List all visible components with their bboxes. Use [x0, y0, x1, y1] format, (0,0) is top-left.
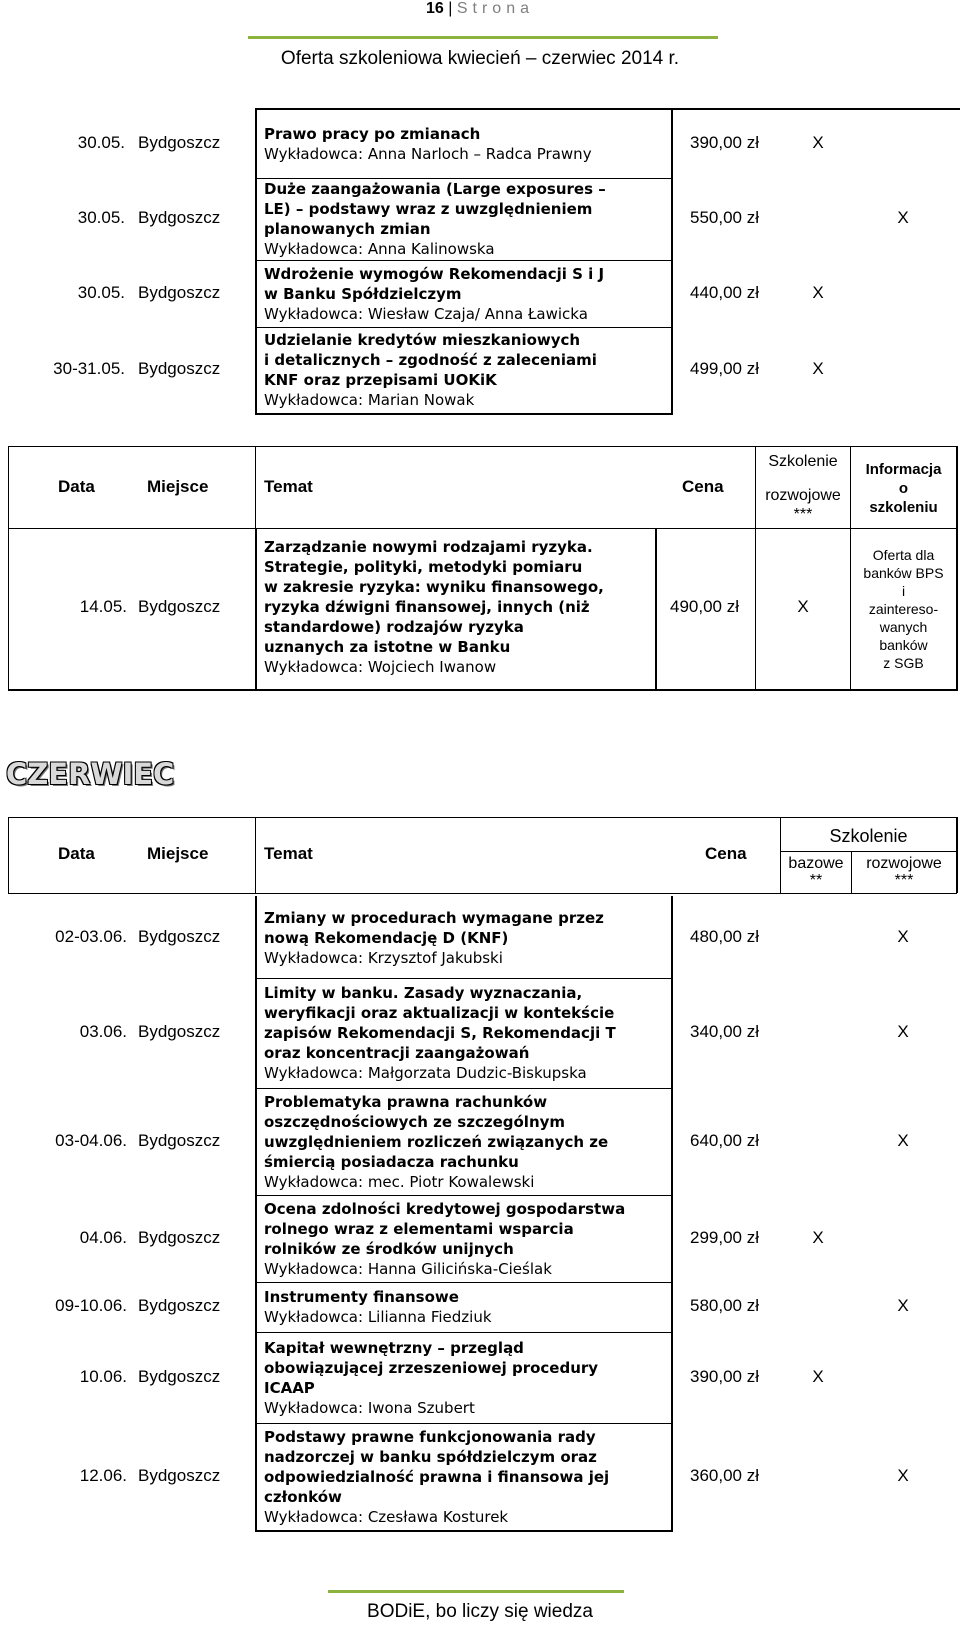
- topic-cell: [264, 1092, 669, 1192]
- x-mark: X: [797, 597, 809, 616]
- city-cell: Bydgoszcz: [138, 1227, 221, 1247]
- lecturer-line: Wykładowca: Iwona Szubert: [264, 1398, 475, 1417]
- price-cell: 640,00 zł: [690, 1130, 759, 1150]
- topic-line: w zakresie ryzyka: wyniku finansowego,: [264, 578, 604, 596]
- topic-cell: [264, 537, 654, 677]
- price-cell: 440,00 zł: [690, 282, 759, 302]
- header-bottom-rule: [8, 528, 957, 529]
- topic-line: standardowe) rodzajów ryzyka: [264, 618, 524, 636]
- topic-line: Udzielanie kredytów mieszkaniowych: [264, 331, 581, 349]
- topic-line: ryzyka dźwigni finansowej, innych (niż: [264, 598, 590, 616]
- date-cell: 03.06.: [79, 1022, 127, 1041]
- x-mark: X: [897, 927, 909, 946]
- header-accent-line: [248, 36, 718, 39]
- topic-line: Problematyka prawna rachunków: [264, 1092, 548, 1111]
- info-line: banków BPS: [863, 565, 944, 581]
- price-cell: 390,00 zł: [690, 133, 759, 152]
- date-cell: 14.05.: [79, 597, 127, 616]
- table-bottom-rule: [8, 689, 957, 691]
- header-date: Data: [58, 477, 95, 496]
- topic-line: Kapitał wewnętrzny – przegląd: [264, 1338, 524, 1357]
- header-bottom-rule: [8, 893, 957, 894]
- topic-line: obowiązującej zrzeszeniowej procedury: [264, 1358, 599, 1377]
- header-dev-stars: ***: [894, 872, 914, 889]
- training-sub-rule: [780, 851, 956, 852]
- topic-right-rule: [655, 528, 657, 689]
- city-cell: Bydgoszcz: [138, 1130, 221, 1150]
- lecturer-line: Wykładowca: mec. Piotr Kowalewski: [264, 1172, 535, 1191]
- row-divider: [255, 1332, 673, 1333]
- city-cell: Bydgoszcz: [138, 208, 221, 227]
- date-cell: 12.06.: [79, 1465, 127, 1485]
- price-cell: 360,00 zł: [690, 1465, 759, 1485]
- lecturer-line: Wykładowca: Czesława Kosturek: [264, 1507, 509, 1526]
- topic-line: ICAAP: [264, 1378, 315, 1397]
- x-mark: X: [897, 1296, 909, 1315]
- page-number-header: [0, 0, 960, 18]
- header-topic-left-rule: [255, 817, 256, 893]
- date-cell: 30.05.: [77, 133, 125, 152]
- city-cell: Bydgoszcz: [138, 1296, 221, 1315]
- lecturer-line: Wykładowca: Hanna Gilicińska-Cieślak: [264, 1259, 552, 1278]
- lecturer-line: Wykładowca: Anna Narloch – Radca Prawny: [264, 145, 592, 163]
- header-right-rule: [956, 817, 958, 893]
- topic-cell: [264, 1199, 669, 1279]
- page-separator: |: [448, 0, 453, 17]
- header-price: Cena: [705, 844, 747, 863]
- topic-cell: [264, 264, 669, 324]
- price-cell: 499,00 zł: [690, 359, 759, 378]
- row-divider: [255, 327, 673, 328]
- topic-line: weryfikacji oraz aktualizacji w kontekście: [264, 1004, 615, 1022]
- topic-cell: [264, 908, 669, 968]
- lecturer-line: Wykładowca: Wojciech Iwanow: [264, 658, 497, 676]
- price-cell: 299,00 zł: [690, 1227, 759, 1247]
- header-training-stars: ***: [793, 506, 813, 523]
- topic-line: nową Rekomendację D (KNF): [264, 929, 509, 947]
- info-line: wanych: [879, 619, 928, 635]
- topic-line: rolników ze środków unijnych: [264, 1239, 514, 1258]
- header-price: Cena: [682, 477, 724, 496]
- topic-line: uwzględnieniem rozliczeń związanych ze: [264, 1132, 609, 1151]
- topic-column-right-rule: [671, 108, 673, 415]
- topic-column-left-rule: [255, 108, 257, 415]
- price-cell: 390,00 zł: [690, 1366, 759, 1386]
- topic-bottom-rule: [255, 1530, 673, 1532]
- topic-line: KNF oraz przepisami UOKiK: [264, 371, 497, 389]
- header-topic: Temat: [264, 844, 313, 863]
- topic-line: oszczędnościowych ze szczególnym: [264, 1112, 566, 1131]
- price-cell: 480,00 zł: [690, 927, 759, 946]
- topic-right-rule: [671, 896, 673, 1532]
- topic-line: Ocena zdolności kredytowej gospodarstwa: [264, 1199, 626, 1218]
- topic-line: i detalicznych – zgodność z zaleceniami: [264, 351, 597, 369]
- x-mark: X: [812, 282, 824, 302]
- page-word: Strona: [456, 0, 534, 17]
- header-training-dev: rozwojowe: [765, 487, 841, 504]
- topic-cell: [264, 983, 669, 1083]
- header-topic: Temat: [264, 477, 313, 496]
- header-place: Miejsce: [147, 477, 209, 496]
- topic-line: Limity w banku. Zasady wyznaczania,: [264, 984, 583, 1002]
- topic-line: Zmiany w procedurach wymagane przez: [264, 909, 604, 927]
- section-title-june: CZERWIEC: [6, 757, 175, 791]
- topic-line: Instrumenty finansowe: [264, 1288, 459, 1306]
- topic-line: rolnego wraz z elementami wsparcia: [264, 1219, 574, 1238]
- date-cell: 03-04.06.: [55, 1130, 127, 1150]
- info-line: zaintereso-: [868, 601, 939, 617]
- topic-cell: [264, 1287, 669, 1327]
- info-line: Oferta dla: [872, 547, 935, 563]
- row-divider: [255, 1282, 673, 1283]
- x-mark: X: [812, 1227, 824, 1247]
- city-cell: Bydgoszcz: [138, 359, 221, 378]
- date-cell: 30.05.: [77, 282, 125, 302]
- city-cell: Bydgoszcz: [138, 1366, 221, 1386]
- topic-line: członków: [264, 1487, 342, 1506]
- topic-column-bottom-rule: [255, 413, 673, 415]
- row-divider: [255, 178, 673, 179]
- x-mark: X: [897, 1465, 909, 1485]
- topic-left-rule: [255, 528, 257, 689]
- header-topic-left-rule: [255, 446, 256, 528]
- lecturer-line: Wykładowca: Lilianna Fiedziuk: [264, 1308, 492, 1326]
- header-info: o: [898, 480, 909, 497]
- info-line: z SGB: [883, 655, 924, 671]
- footer-slogan: BODiE, bo liczy się wiedza: [367, 1601, 593, 1622]
- price-column-top-rule: [671, 108, 960, 110]
- training-left-rule: [755, 446, 756, 689]
- topic-line: Podstawy prawne funkcjonowania rady: [264, 1427, 596, 1446]
- row-divider: [255, 260, 673, 261]
- topic-line: nadzorczej w banku spółdzielczym oraz: [264, 1447, 597, 1466]
- header-training: Szkolenie: [768, 453, 838, 470]
- price-cell: 550,00 zł: [690, 208, 759, 227]
- topic-line: LE) – podstawy wraz z uwzględnieniem: [264, 200, 593, 218]
- city-cell: Bydgoszcz: [138, 927, 221, 946]
- x-mark: X: [812, 359, 824, 378]
- x-mark: X: [812, 133, 824, 152]
- header-date: Data: [58, 844, 95, 863]
- city-cell: Bydgoszcz: [138, 597, 221, 616]
- topic-line: zapisów Rekomendacji S, Rekomendacji T: [264, 1024, 616, 1042]
- info-line: banków: [879, 637, 928, 653]
- price-cell: 490,00 zł: [670, 597, 739, 616]
- city-cell: Bydgoszcz: [138, 133, 221, 152]
- header-basic: bazowe: [788, 855, 844, 872]
- lecturer-line: Wykładowca: Krzysztof Jakubski: [264, 949, 503, 967]
- lecturer-line: Wykładowca: Anna Kalinowska: [264, 240, 495, 258]
- topic-line: Prawo pracy po zmianach: [264, 125, 481, 143]
- topic-line: odpowiedzialność prawna i finansowa jej: [264, 1467, 610, 1486]
- price-cell: 580,00 zł: [690, 1296, 759, 1315]
- table-left-rule: [8, 446, 9, 689]
- x-mark: X: [897, 1022, 909, 1041]
- page-number: 16: [426, 0, 444, 17]
- header-place: Miejsce: [147, 844, 209, 863]
- date-cell: 30-31.05.: [53, 359, 125, 378]
- topic-cell: [264, 124, 669, 164]
- topic-line: Wdrożenie wymogów Rekomendacji S i J: [264, 264, 605, 283]
- header-training: Szkolenie: [829, 826, 908, 846]
- topic-line: planowanych zmian: [264, 220, 431, 238]
- footer-accent-line: [328, 1590, 624, 1593]
- topic-column-top-rule: [255, 108, 673, 110]
- document-title: Oferta szkoleniowa kwiecień – czerwiec 2014 r.: [280, 48, 680, 69]
- topic-line: oraz koncentracji zaangażowań: [264, 1044, 530, 1062]
- info-cell: [851, 546, 956, 672]
- row-divider: [255, 1423, 673, 1424]
- table-top-rule: [8, 817, 957, 818]
- topic-line: uznanych za istotne w Banku: [264, 638, 511, 656]
- date-cell: 30.05.: [77, 208, 125, 227]
- x-mark: X: [897, 1130, 909, 1150]
- topic-cell: [264, 179, 669, 259]
- table-top-rule: [8, 446, 957, 447]
- city-cell: Bydgoszcz: [138, 282, 221, 302]
- table-right-rule: [956, 446, 958, 691]
- header-info: szkoleniu: [869, 499, 938, 516]
- date-cell: 02-03.06.: [55, 927, 127, 946]
- city-cell: Bydgoszcz: [138, 1465, 221, 1485]
- topic-cell: [264, 1338, 669, 1418]
- topic-line: Zarządzanie nowymi rodzajami ryzyka.: [264, 538, 593, 556]
- row-divider: [255, 1195, 673, 1196]
- date-cell: 10.06.: [79, 1366, 127, 1386]
- x-mark: X: [897, 208, 909, 227]
- topic-line: Strategie, polityki, metodyki pomiaru: [264, 558, 583, 576]
- row-divider: [255, 1088, 673, 1089]
- topic-cell: [264, 1427, 669, 1527]
- topic-line: w Banku Spółdzielczym: [264, 284, 462, 303]
- topic-line: śmiercią posiadacza rachunku: [264, 1152, 519, 1171]
- header-basic-stars: **: [809, 872, 823, 889]
- date-cell: 09-10.06.: [55, 1296, 127, 1315]
- lecturer-line: Wykładowca: Małgorzata Dudzic-Biskupska: [264, 1064, 587, 1082]
- date-cell: 04.06.: [79, 1227, 127, 1247]
- header-left-rule: [8, 817, 9, 893]
- city-cell: Bydgoszcz: [138, 1022, 221, 1041]
- row-divider: [255, 978, 673, 979]
- lecturer-line: Wykładowca: Marian Nowak: [264, 391, 475, 409]
- lecturer-line: Wykładowca: Wiesław Czaja/ Anna Ławicka: [264, 304, 588, 323]
- header-info: Informacja: [865, 461, 942, 478]
- header-dev: rozwojowe: [866, 855, 942, 872]
- topic-left-rule: [255, 896, 257, 1532]
- topic-line: Duże zaangażowania (Large exposures –: [264, 180, 606, 198]
- x-mark: X: [812, 1366, 824, 1386]
- price-cell: 340,00 zł: [690, 1022, 759, 1041]
- topic-cell: [264, 330, 669, 410]
- info-line: i: [901, 583, 906, 599]
